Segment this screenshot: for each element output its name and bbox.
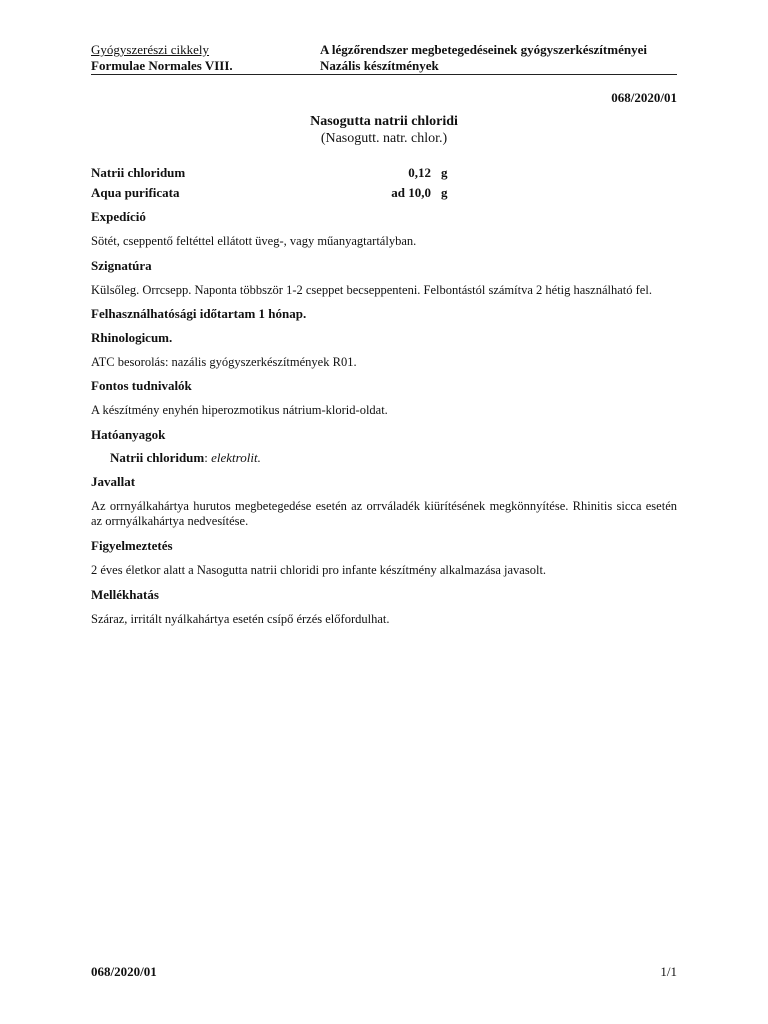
section-expedicio xyxy=(91,209,677,249)
header-category: Gyógyszerészi cikkely xyxy=(91,42,210,57)
section-heading: Hatóanyagok xyxy=(91,427,166,442)
ingredient-unit: g xyxy=(441,165,448,180)
ingredient-name: Natrii chloridum xyxy=(91,165,186,180)
ingredient-quantity: 0,12 xyxy=(408,165,431,180)
atc-classification: ATC besorolás: nazális gyógyszerkészítmények R01. xyxy=(91,355,357,369)
page-number: 1/1 xyxy=(660,964,677,979)
header-left xyxy=(91,42,233,74)
ingredient-unit: g xyxy=(441,185,448,200)
section-body: Száraz, irritált nyálkahártya esetén csípő érzés előfordulhat. xyxy=(91,612,390,626)
document-id: 068/2020/01 xyxy=(611,90,677,105)
section-body: 2 éves életkor alatt a Nasogutta natrii chloridi pro infante készítmény alkalmazása javasolt. xyxy=(91,563,547,577)
section-figyelmeztetes xyxy=(91,538,677,578)
active-ingredient-separator: : xyxy=(204,450,212,465)
header-publication: Formulae Normales VIII. xyxy=(91,58,233,73)
header-chapter: A légzőrendszer megbetegedéseinek gyógyszerkészítményei xyxy=(320,42,647,57)
document-subtitle: (Nasogutt. natr. chlor.) xyxy=(320,131,448,146)
shelf-life-note: Felhasználhatósági időtartam 1 hónap. xyxy=(91,306,307,321)
active-ingredient-name: Natrii chloridum xyxy=(110,450,205,465)
section-body: A készítmény enyhén hiperozmotikus nátrium-klorid-oldat. xyxy=(91,403,388,417)
footer-doc-id: 068/2020/01 xyxy=(91,964,157,979)
document-title: Nasogutta natrii chloridi xyxy=(310,114,458,129)
active-ingredient-desc: elektrolit. xyxy=(211,450,261,465)
ingredient-row xyxy=(91,183,461,203)
ingredient-quantity: ad 10,0 xyxy=(391,185,431,200)
therapeutic-class: Rhinologicum. xyxy=(91,330,173,345)
section-heading: Expedíció xyxy=(91,209,146,224)
section-mellekhatas xyxy=(91,587,677,627)
header-subchapter: Nazális készítmények xyxy=(320,58,439,73)
ingredient-name: Aqua purificata xyxy=(91,185,180,200)
header-right xyxy=(320,42,647,74)
page-header xyxy=(91,40,677,75)
section-heading: Mellékhatás xyxy=(91,587,159,602)
active-ingredient-item xyxy=(110,450,677,466)
section-heading: Szignatúra xyxy=(91,258,152,273)
section-heading: Javallat xyxy=(91,474,136,489)
ingredients-table xyxy=(91,163,461,203)
ingredient-row xyxy=(91,163,461,183)
section-body: Sötét, cseppentő feltéttel ellátott üveg-, vagy műanyagtartályban. xyxy=(91,234,417,248)
section-szignatura xyxy=(91,258,677,298)
section-hatoanyagok xyxy=(91,427,677,466)
section-heading: Fontos tudnivalók xyxy=(91,378,192,393)
section-heading: Figyelmeztetés xyxy=(91,538,173,553)
document-page xyxy=(91,40,677,984)
section-body: Az orrnyálkahártya hurutos megbetegedése esetén az orrváladék kiürítésének megkönnyítése. Rhinitis sicca esetén az orrnyálkahártya nedvesítése. xyxy=(91,499,677,528)
section-javallat xyxy=(91,474,677,529)
section-fontos-tudnivalok xyxy=(91,378,677,418)
section-body: Külsőleg. Orrcsepp. Naponta többször 1-2 cseppet becseppenteni. Felbontástól számítva 2 hétig használható fel. xyxy=(91,283,652,297)
